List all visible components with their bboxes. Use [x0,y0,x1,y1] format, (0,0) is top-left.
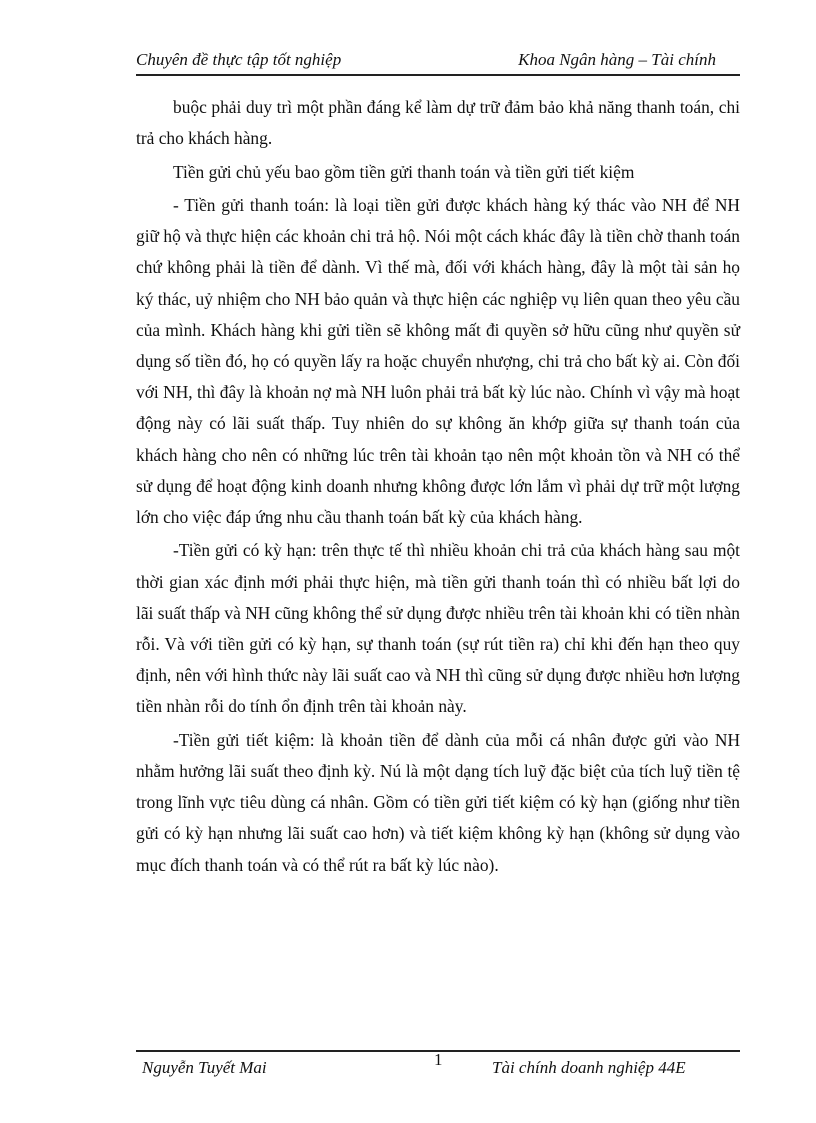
paragraph-4: -Tiền gửi có kỳ hạn: trên thực tế thì nhiều khoản chi trả của khách hàng sau một thời gian xác định mới phải thực hiện, mà tiền gửi thanh toán thì có nhiều bất lợi do lãi suất thấp và NH cũng không thể sử dụng được nhiều trên tài khoản khi có tiền nhàn rỗi. Và với tiền gửi có kỳ hạn, sự thanh toán (sự rút tiền ra) chỉ khi đến hạn theo quy định, nên với hình thức này lãi suất cao và NH thì cũng sử dụng được nhiều hơn lượng tiền nhàn rỗi do tính ổn định trên tài khoản này. [136,540,740,717]
paragraph-5: -Tiền gửi tiết kiệm: là khoản tiền để dành của mỗi cá nhân được gửi vào NH nhằm hưởng lãi suất theo định kỳ. Nú là một dạng tích luỹ đặc biệt của tích luỹ tiền tệ trong lĩnh vực tiêu dùng cá nhân. Gồm có tiền gửi tiết kiệm có kỳ hạn (giống như tiền gửi có kỳ hạn nhưng lãi suất cao hơn) và tiết kiệm không kỳ hạn (không sử dụng vào mục đích thanh toán và có thể rút ra bất kỳ lúc nào). [136,729,740,875]
page-footer [136,1050,740,1082]
paragraph-3: - Tiền gửi thanh toán: là loại tiền gửi được khách hàng ký thác vào NH để NH giữ hộ và thực hiện các khoản chi trả hộ. Nói một cách khác đây là tiền chờ thanh toán chứ không phải là tiền để dành. Vì thế mà, đối với khách hàng, đây là một tài sản họ ký thác, uỷ nhiệm cho NH bảo quản và thực hiện các nghiệp vụ liên quan theo yêu cầu của mình. Khách hàng khi gửi tiền sẽ không mất đi quyền sở hữu cũng như quyền sử dụng số tiền đó, họ có quyền lấy ra hoặc chuyển nhượng, chi trả cho bất kỳ ai. Còn đối với NH, thì đây là khoản nợ mà NH luôn phải trả bất kỳ lúc nào. Chính vì vậy mà hoạt động này có lãi suất thấp. Tuy nhiên do sự không ăn khớp giữa sự thanh toán của khách hàng cho nên có những lúc trên tài khoản tạo nên một khoản tồn và NH có thể sử dụng để hoạt động kinh doanh nhưng không được lớn lắm vì phải dự trữ một lượng lớn cho việc đáp ứng nhu cầu thanh toán bất kỳ của khách hàng. [136,194,740,528]
paragraph-2: Tiền gửi chủ yếu bao gồm tiền gửi thanh toán và tiền gửi tiết kiệm [173,161,635,182]
footer-author: Nguyễn Tuyết Mai [142,1058,267,1077]
document-body [136,92,740,883]
page-number: 1 [434,1050,443,1069]
footer-class: Tài chính doanh nghiệp 44E [492,1058,686,1077]
page-header [136,48,740,76]
paragraph-1: buộc phải duy trì một phần đáng kể làm dự trữ đảm bảo khả năng thanh toán, chi trả cho khách hàng. [136,97,740,149]
header-document-title: Chuyên đề thực tập tốt nghiệp [136,50,342,69]
header-faculty: Khoa Ngân hàng – Tài chính [518,50,716,69]
